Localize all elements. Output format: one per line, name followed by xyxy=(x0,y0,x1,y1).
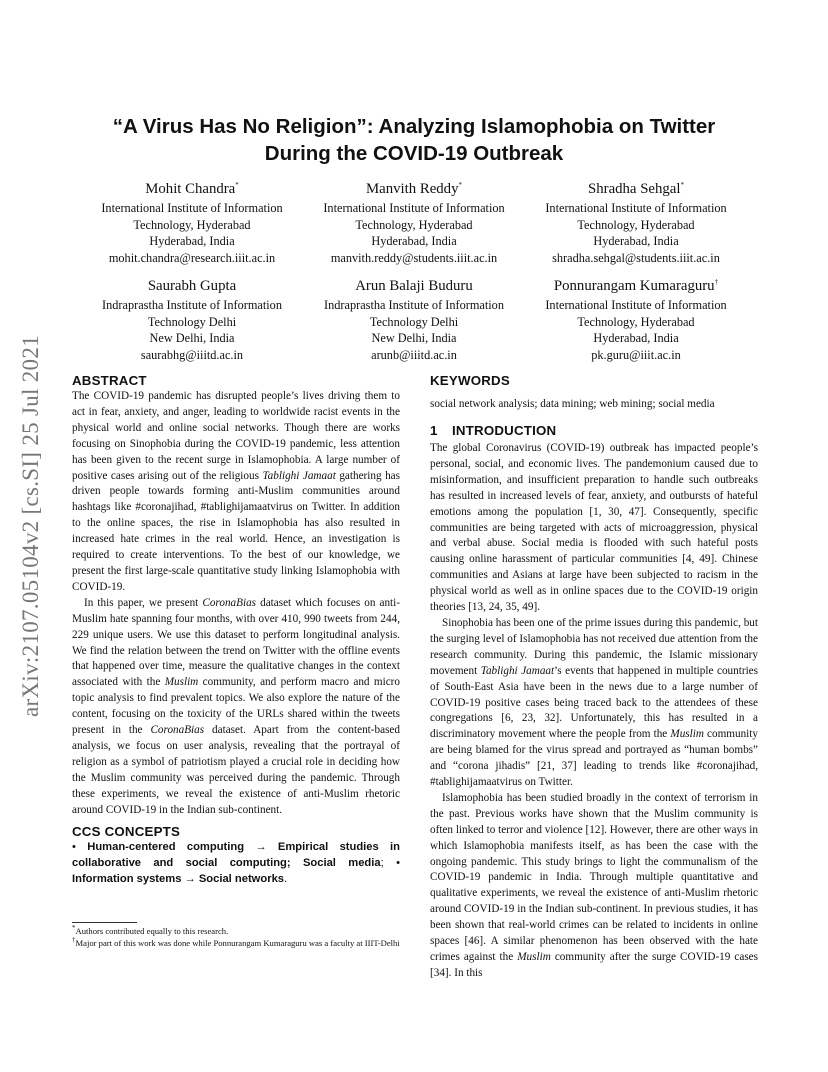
ccs-concepts-heading: CCS CONCEPTS xyxy=(72,824,181,839)
author-email: shradha.sehgal@students.iiit.ac.in xyxy=(552,250,720,265)
author-email: manvith.reddy@students.iiit.ac.in xyxy=(330,250,498,265)
author-location: New Delhi, India xyxy=(371,331,457,345)
author-affiliation: Technology, Hyderabad xyxy=(133,217,251,232)
keywords-heading: KEYWORDS xyxy=(430,373,510,388)
author-name: Ponnurangam Kumaraguru xyxy=(553,278,715,294)
paper-title-line-2: During the COVID-19 Outbreak xyxy=(264,142,564,165)
author-footnote-mark: † xyxy=(714,278,719,287)
author-block xyxy=(304,180,524,266)
author-email: mohit.chandra@research.iiit.ac.in xyxy=(108,250,276,265)
author-name: Mohit Chandra xyxy=(145,181,236,197)
keywords-text: social network analysis; data mining; web mining; social media xyxy=(430,398,715,410)
ccs-concepts-text: • Human-centered computing → Empirical studies in collaborative and social computing; Social media; • Information systems → Social networks. xyxy=(72,841,400,885)
author-email: pk.guru@iiit.ac.in xyxy=(591,347,681,362)
introduction-paragraph-3: Islamophobia has been studied broadly in the context of terrorism in the past. Previous works have shown that the Muslim community is often linked to terror and violence [12]. However, there are other ways in which Islamophobia manifests itself, as has been the case with the ongoing pandemic. This study brings to light the communalism of the COVID-19 pandemic in India. Through multiple quantitative and qualitative experiments, we reveal the existence of anti-Muslim rhetoric around COVID-19 in the Indian sub-continent. In previous studies, it has been shown that real-world crimes can be related to incidents in online spaces [46]. A similar phenomenon has been observed with the hate crimes against the Muslim community after the surge COVID-19 cases [34]. In this xyxy=(430,791,758,979)
abstract-section xyxy=(72,372,400,818)
footnote-rule xyxy=(72,922,137,923)
ccs-concepts-section xyxy=(72,823,400,888)
author-block xyxy=(82,180,302,266)
paper-title-line-1: “A Virus Has No Religion”: Analyzing Islamophobia on Twitter xyxy=(112,115,716,138)
author-affiliation: International Institute of Information xyxy=(323,201,505,215)
introduction-paragraph-1: The global Coronavirus (COVID-19) outbreak has impacted people’s personal, social, and economic lives. The pandemonium caused due to misinformation, and insufficient preparation to handle such outbreaks has resulted in increased levels of fear, anxiety, and outbursts of hateful emotions among the population [1, 30, 47]. Consequently, specific communities are being targeted with acts of microaggression, physical and verbal abuse. Social media is flooded with such hateful posts causing online harassment of particular communities [4, 49]. Chinese communities and Asians at large have been subjected to racism in the physical world as well as in online spaces due to the COVID-19 origin theories [13, 24, 35, 49]. xyxy=(430,442,758,614)
author-email: saurabhg@iiitd.ac.in xyxy=(140,347,244,362)
author-affiliation: Technology, Hyderabad xyxy=(577,217,695,232)
introduction-heading: 1 INTRODUCTION xyxy=(430,423,557,438)
author-affiliation: Technology Delhi xyxy=(369,314,459,329)
author-affiliation: Indraprastha Institute of Information xyxy=(324,298,504,312)
author-block xyxy=(304,277,524,363)
author-footnote-mark: * xyxy=(680,181,684,190)
author-affiliation: Technology, Hyderabad xyxy=(355,217,473,232)
author-affiliation: International Institute of Information xyxy=(545,201,727,215)
arxiv-identifier-text: arXiv:2107.05104v2 [cs.SI] 25 Jul 2021 xyxy=(18,334,43,717)
author-affiliation: International Institute of Information xyxy=(101,201,283,215)
author-location: Hyderabad, India xyxy=(593,234,679,248)
author-name: Manvith Reddy xyxy=(366,181,459,197)
author-affiliation: Indraprastha Institute of Information xyxy=(102,298,282,312)
author-location: Hyderabad, India xyxy=(593,331,679,345)
author-block xyxy=(526,180,746,266)
paper-title xyxy=(70,113,758,167)
footnotes xyxy=(72,926,400,949)
introduction-paragraph-2: Sinophobia has been one of the prime issues during this pandemic, but the surging level of Islamophobia has not received due attention from the research community. During this pandemic, the Islamic missionary movement Tablighi Jamaat’s events that happened in multiple countries of South-East Asia have been in the news due to a large number of COVID-19 positive cases being traced back to the attendees of these congregations [6, 23, 32]. Unfortunately, this has resulted in a discriminatory movement where the people from the Muslim community are being blamed for the virus spread and portrayed as “human bombs” and “corona jihadis” [21, 37] leading to trends like #coronajihad, #tablighijamaatvirus on Twitter. xyxy=(430,616,758,789)
footnote-1: *Authors contributed equally to this research. xyxy=(72,924,229,936)
arxiv-identifier-stamp xyxy=(14,318,48,733)
author-name: Shradha Sehgal xyxy=(588,181,681,197)
author-location: Hyderabad, India xyxy=(149,234,235,248)
author-location: Hyderabad, India xyxy=(371,234,457,248)
keywords-section xyxy=(430,372,758,413)
author-footnote-mark: * xyxy=(235,181,239,190)
author-name: Arun Balaji Buduru xyxy=(355,278,473,294)
introduction-section xyxy=(430,422,758,982)
author-affiliation: Technology, Hyderabad xyxy=(577,314,695,329)
author-block xyxy=(82,277,302,363)
author-email: arunb@iiitd.ac.in xyxy=(371,347,457,362)
author-name: Saurabh Gupta xyxy=(147,278,237,294)
author-footnote-mark: * xyxy=(458,181,462,190)
author-affiliation: Technology Delhi xyxy=(147,314,237,329)
abstract-heading: ABSTRACT xyxy=(72,373,147,388)
author-block xyxy=(526,277,746,363)
footnote-2: †Major part of this work was done while Ponnurangam Kumaraguru was a faculty at IIIT-Delhi xyxy=(72,935,400,948)
abstract-paragraph-2: In this paper, we present CoronaBias dataset which focuses on anti-Muslim hate spanning four months, with over 410, 990 tweets from 244, 229 unique users. We use this dataset to perform longitudinal analysis. We find the relation between the trend on Twitter with the offline events that happened over time, measure the qualitative changes in the context associated with the Muslim community, and perform macro and micro topic analysis to find prevalent topics. We also explore the nature of the content, focusing on the toxicity of the URLs shared within the tweets present in the CoronaBias dataset. Apart from the content-based analysis, we focus on user analysis, revealing that the portrayal of religion as a symbol of patriotism played a crucial role in deciding how the Muslim community was perceived during the pandemic. Through these experiments, we reveal the existence of anti-Muslim rhetoric around COVID-19 in the Indian sub-continent. xyxy=(72,596,401,816)
author-location: New Delhi, India xyxy=(149,331,235,345)
abstract-paragraph-1: The COVID-19 pandemic has disrupted people’s lives driving them to act in fear, anxiety, and anger, leading to worldwide racist events in the physical world and online social networks. Though there are works focusing on Sinophobia during the COVID-19 pandemic, less attention has been given to the recent surge in Islamophobia. A large number of positive cases arising out of the religious Tablighi Jamaat gathering has driven people towards forming anti-Muslim communities around hashtags like #coronajihad, #tablighijamaatvirus on Twitter. In addition to the online spaces, the rise in Islamophobia has also resulted in increased hate crimes in the real world. Hence, an investigation is required to create interventions. To the best of our knowledge, we present the first large-scale quantitative study linking Islamophobia with COVID-19. xyxy=(72,390,400,593)
author-affiliation: International Institute of Information xyxy=(545,298,727,312)
